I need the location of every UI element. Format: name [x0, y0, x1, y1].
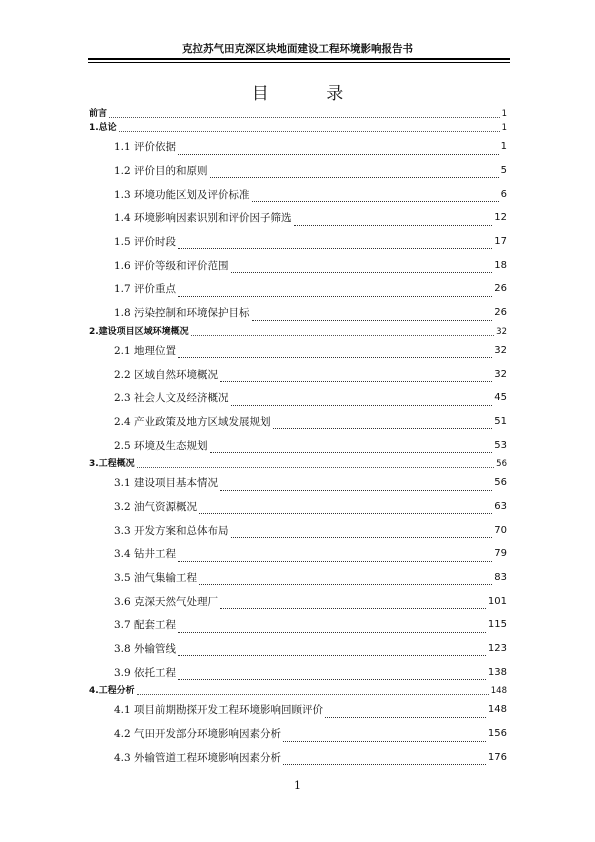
dot-leader — [178, 239, 492, 249]
dot-leader — [220, 371, 492, 381]
toc-entry-page: 6 — [500, 188, 507, 200]
toc-section-entry[interactable] — [89, 612, 507, 636]
toc-entry-page: 70 — [494, 524, 507, 536]
toc-entry-page: 1 — [501, 123, 507, 133]
toc-entry-label: 3.9 依托工程 — [114, 666, 177, 679]
toc-section-entry[interactable] — [89, 409, 507, 433]
dot-leader — [252, 192, 499, 202]
toc-entry-label: 1.总论 — [89, 123, 117, 133]
header-rule — [88, 58, 510, 63]
toc-section-entry[interactable] — [89, 697, 507, 721]
toc-section-entry[interactable] — [89, 470, 507, 494]
dot-leader — [231, 263, 493, 273]
toc-section-entry[interactable] — [89, 541, 507, 565]
toc-entry-label: 1.8 污染控制和环境保护目标 — [114, 307, 250, 320]
toc-section-entry[interactable] — [89, 588, 507, 612]
table-of-contents — [89, 106, 507, 768]
toc-section-entry[interactable] — [89, 517, 507, 541]
toc-entry-label: 3.工程概况 — [89, 458, 135, 469]
toc-entry-page: 26 — [494, 283, 507, 295]
toc-entry-page: 5 — [500, 165, 507, 177]
toc-entry-page: 176 — [487, 751, 507, 763]
toc-entry-label: 4.3 外输管道工程环境影响因素分析 — [114, 751, 282, 764]
toc-chapter-entry[interactable] — [89, 324, 507, 338]
toc-chapter-entry[interactable] — [89, 120, 507, 134]
dot-leader — [178, 622, 486, 632]
toc-section-entry[interactable] — [89, 229, 507, 253]
dot-leader — [325, 707, 486, 717]
dot-leader — [252, 310, 493, 320]
toc-entry-page: 101 — [487, 595, 507, 607]
toc-entry-page: 123 — [487, 643, 507, 655]
toc-section-entry[interactable] — [89, 659, 507, 683]
dot-leader — [137, 459, 494, 468]
dot-leader — [178, 551, 492, 561]
toc-section-entry[interactable] — [89, 721, 507, 745]
toc-entry-page: 32 — [496, 326, 507, 337]
dot-leader — [283, 755, 486, 765]
page-number: 1 — [294, 779, 301, 792]
dot-leader — [119, 123, 500, 132]
dot-leader — [178, 670, 486, 680]
toc-entry-label: 2.5 环境及生态规划 — [114, 439, 208, 452]
toc-section-entry[interactable] — [89, 494, 507, 518]
dot-leader — [178, 144, 499, 154]
toc-entry-label: 2.2 区域自然环境概况 — [114, 368, 219, 381]
toc-entry-label: 3.2 油气资源概况 — [114, 500, 198, 513]
dot-leader — [178, 286, 492, 296]
dot-leader — [191, 326, 494, 335]
toc-entry-label: 2.4 产业政策及地方区域发展规划 — [114, 415, 271, 428]
toc-entry-page: 79 — [494, 548, 507, 560]
toc-entry-page: 53 — [494, 439, 507, 451]
dot-leader — [199, 575, 492, 585]
dot-leader — [220, 480, 492, 490]
toc-entry-label: 2.1 地理位置 — [114, 344, 177, 357]
toc-chapter-entry[interactable] — [89, 683, 507, 697]
toc-entry-label: 4.1 项目前期勘探开发工程环境影响回顾评价 — [114, 704, 324, 717]
toc-entry-page: 51 — [494, 415, 507, 427]
toc-entry-label: 3.4 钻井工程 — [114, 548, 177, 561]
toc-entry-page: 83 — [494, 572, 507, 584]
toc-entry-label: 2.建设项目区域环境概况 — [89, 326, 189, 337]
toc-entry-page: 17 — [494, 236, 507, 248]
dot-leader — [231, 395, 493, 405]
toc-section-entry[interactable] — [89, 300, 507, 324]
toc-entry-label: 2.3 社会人文及经济概况 — [114, 392, 229, 405]
toc-entry-page: 148 — [487, 704, 507, 716]
toc-section-entry[interactable] — [89, 181, 507, 205]
toc-entry-label: 1.1 评价依据 — [114, 141, 177, 154]
dot-leader — [137, 686, 489, 695]
toc-entry-label: 1.2 评价目的和原则 — [114, 165, 208, 178]
dot-leader — [199, 504, 492, 514]
toc-entry-page: 115 — [487, 619, 507, 631]
toc-entry-page: 1 — [500, 141, 507, 153]
dot-leader — [283, 731, 486, 741]
toc-section-entry[interactable] — [89, 252, 507, 276]
toc-entry-page: 63 — [494, 500, 507, 512]
dot-leader — [178, 646, 486, 656]
toc-section-entry[interactable] — [89, 361, 507, 385]
toc-entry-label: 3.8 外输管线 — [114, 643, 177, 656]
toc-entry-label: 1.3 环境功能区划及评价标准 — [114, 188, 250, 201]
toc-section-entry[interactable] — [89, 158, 507, 182]
toc-entry-label: 1.5 评价时段 — [114, 236, 177, 249]
toc-entry-page: 56 — [494, 477, 507, 489]
toc-section-entry[interactable] — [89, 205, 507, 229]
toc-section-entry[interactable] — [89, 134, 507, 158]
toc-section-entry[interactable] — [89, 385, 507, 409]
toc-entry-label: 前言 — [89, 109, 108, 119]
dot-leader — [231, 528, 493, 538]
toc-entry-label: 3.6 克深天然气处理厂 — [114, 595, 219, 608]
toc-section-entry[interactable] — [89, 636, 507, 660]
toc-entry-page: 138 — [487, 666, 507, 678]
toc-section-entry[interactable] — [89, 432, 507, 456]
toc-section-entry[interactable] — [89, 565, 507, 589]
dot-leader — [109, 109, 500, 118]
toc-entry-label: 1.4 环境影响因素识别和评价因子筛选 — [114, 212, 292, 225]
toc-entry-label: 3.7 配套工程 — [114, 619, 177, 632]
dot-leader — [210, 168, 499, 178]
toc-chapter-entry[interactable] — [89, 106, 507, 120]
toc-entry-label: 3.3 开发方案和总体布局 — [114, 524, 229, 537]
dot-leader — [294, 215, 493, 225]
dot-leader — [220, 599, 486, 609]
toc-entry-page: 45 — [494, 392, 507, 404]
toc-entry-page: 156 — [487, 728, 507, 740]
toc-section-entry[interactable] — [89, 745, 507, 769]
toc-entry-page: 32 — [494, 368, 507, 380]
toc-chapter-entry[interactable] — [89, 456, 507, 470]
toc-entry-page: 26 — [494, 307, 507, 319]
toc-entry-label: 1.7 评价重点 — [114, 283, 177, 296]
toc-entry-page: 32 — [494, 344, 507, 356]
toc-section-entry[interactable] — [89, 338, 507, 362]
toc-entry-label: 1.6 评价等级和评价范围 — [114, 259, 229, 272]
toc-entry-label: 3.5 油气集输工程 — [114, 572, 198, 585]
toc-title: 目 录 — [251, 84, 370, 104]
toc-entry-page: 56 — [496, 458, 507, 469]
dot-leader — [210, 443, 493, 453]
toc-entry-page: 12 — [494, 212, 507, 224]
dot-leader — [178, 348, 492, 358]
toc-entry-label: 3.1 建设项目基本情况 — [114, 477, 219, 490]
dot-leader — [273, 419, 493, 429]
toc-entry-page: 1 — [501, 109, 507, 119]
toc-section-entry[interactable] — [89, 276, 507, 300]
toc-entry-label: 4.工程分析 — [89, 686, 135, 697]
toc-entry-page: 148 — [490, 686, 507, 697]
toc-entry-page: 18 — [494, 259, 507, 271]
toc-entry-label: 4.2 气田开发部分环境影响因素分析 — [114, 728, 282, 741]
running-header-title: 克拉苏气田克深区块地面建设工程环境影响报告书 — [182, 43, 413, 55]
